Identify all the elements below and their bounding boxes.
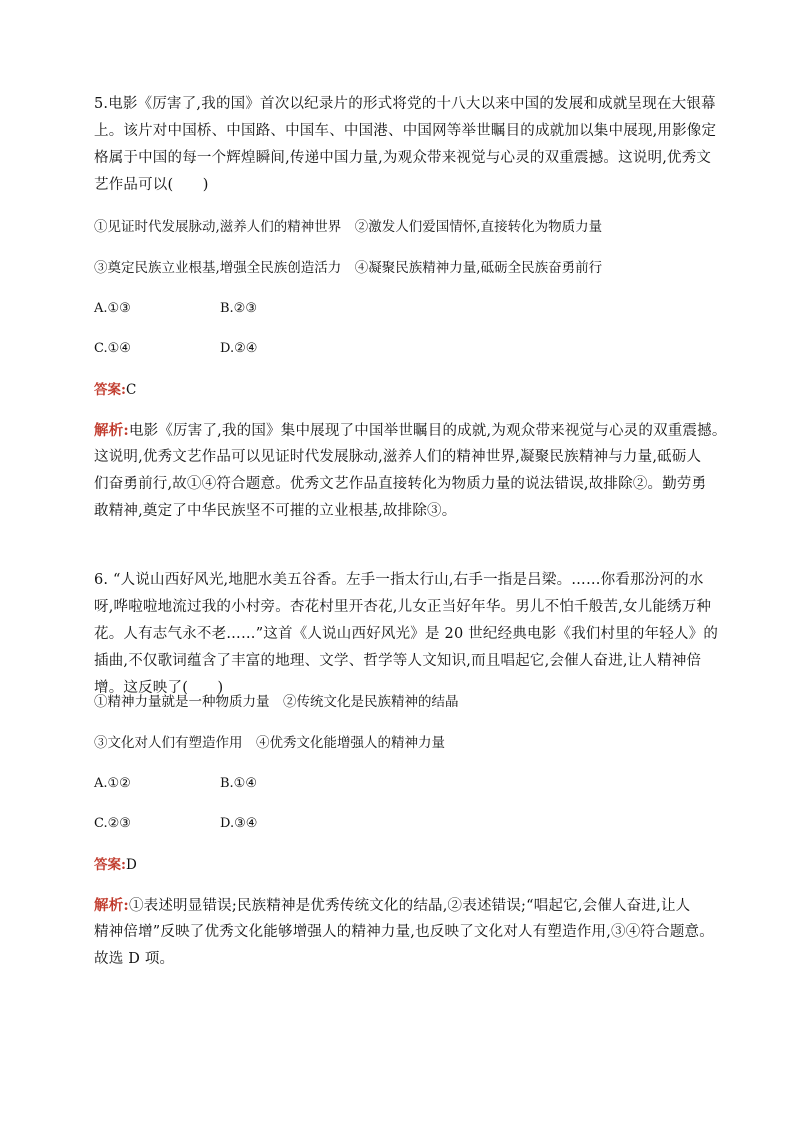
question-5-line: 格属于中国的每一个辉煌瞬间,传递中国力量,为观众带来视觉与心灵的双重震撼。这说明,优秀文 [94,150,712,166]
question-5-line: 艺作品可以( ) [94,177,209,193]
question-5-choices-row-1 [94,298,394,320]
answer-value: C [125,382,137,398]
question-5-answer-line [94,379,136,401]
analysis-line: 精神倍增”反映了优秀文化能够增强人的精神力量,也反映了文化对人有塑造作用,③④符合题意。 [94,924,714,940]
analysis-line: 们奋勇前行,故①④符合题意。优秀文艺作品直接转化为物质力量的说法错误,故排除②。勤劳勇 [94,476,707,492]
analysis-label: 解析: [94,422,129,439]
analysis-line: 这说明,优秀文艺作品可以见证时代发展脉动,滋养人们的精神世界,凝聚民族精神与力量,砥砺人 [94,449,702,465]
question-5-choices-row-2 [94,338,394,360]
question-6-line: 6. “人说山西好风光,地肥水美五谷香。左手一指太行山,右手一指是吕梁。……你看那汾河的水 [94,572,704,588]
answer-value: D [125,857,137,873]
question-6-choices-row-2 [94,813,394,835]
answer-label: 答案: [94,382,126,398]
analysis-line: 电影《厉害了,我的国》集中展现了中国举世瞩目的成就,为观众带来视觉与心灵的双重震撼。 [128,423,727,439]
analysis-line: 故选 D 项。 [94,951,175,967]
question-6-line: 增。这反映了( ) [94,680,224,696]
choice-b: B.②③ [220,301,257,316]
question-5-statement-1: ①见证时代发展脉动,滋养人们的精神世界 ②激发人们爱国情怀,直接转化为物质力量 [94,219,603,235]
choice-b: B.①④ [220,776,257,791]
question-6-line: 花。人有志气永不老……”这首《人说山西好风光》是 20 世纪经典电影《我们村里的年轻人》的 [94,626,719,642]
answer-label: 答案: [94,857,126,873]
question-6-line: 插曲,不仅歌词蕴含了丰富的地理、文学、哲学等人文知识,而且唱起它,会催人奋进,让人精神倍 [94,653,702,669]
question-5-analysis [94,417,727,525]
analysis-line: ①表述明显错误;民族精神是优秀传统文化的结晶,②表述错误;“唱起它,会催人奋进,让人 [128,898,691,914]
analysis-label: 解析: [94,897,129,914]
question-6-stem [94,567,719,702]
question-6-statement-2: ③文化对人们有塑造作用 ④优秀文化能增强人的精神力量 [94,735,445,751]
question-6-answer-line [94,854,137,876]
choice-d: D.③④ [220,816,258,831]
question-6-choices-row-1 [94,773,394,795]
choice-c: C.②③ [94,816,131,831]
choice-d: D.②④ [220,341,258,356]
question-6-statement-1: ①精神力量就是一种物质力量 ②传统文化是民族精神的结晶 [94,694,459,710]
question-5-statement-2: ③奠定民族立业根基,增强全民族创造活力 ④凝聚民族精神力量,砥砺全民族奋勇前行 [94,260,603,276]
question-6-line: 呀,哗啦啦地流过我的小村旁。杏花村里开杏花,儿女正当好年华。男儿不怕千般苦,女儿能绣万种 [94,599,712,615]
question-5-line: 5.电影《厉害了,我的国》首次以纪录片的形式将党的十八大以来中国的发展和成就呈现在大银幕 [94,96,716,112]
question-6-analysis [94,892,714,973]
analysis-line: 敢精神,奠定了中华民族坚不可摧的立业根基,故排除③。 [94,503,457,519]
choice-a: A.①② [94,776,131,791]
question-5-line: 上。该片对中国桥、中国路、中国车、中国港、中国网等举世瞩目的成就加以集中展现,用影像定 [94,123,717,139]
choice-a: A.①③ [94,301,131,316]
question-5-stem [94,91,717,199]
choice-c: C.①④ [94,341,131,356]
